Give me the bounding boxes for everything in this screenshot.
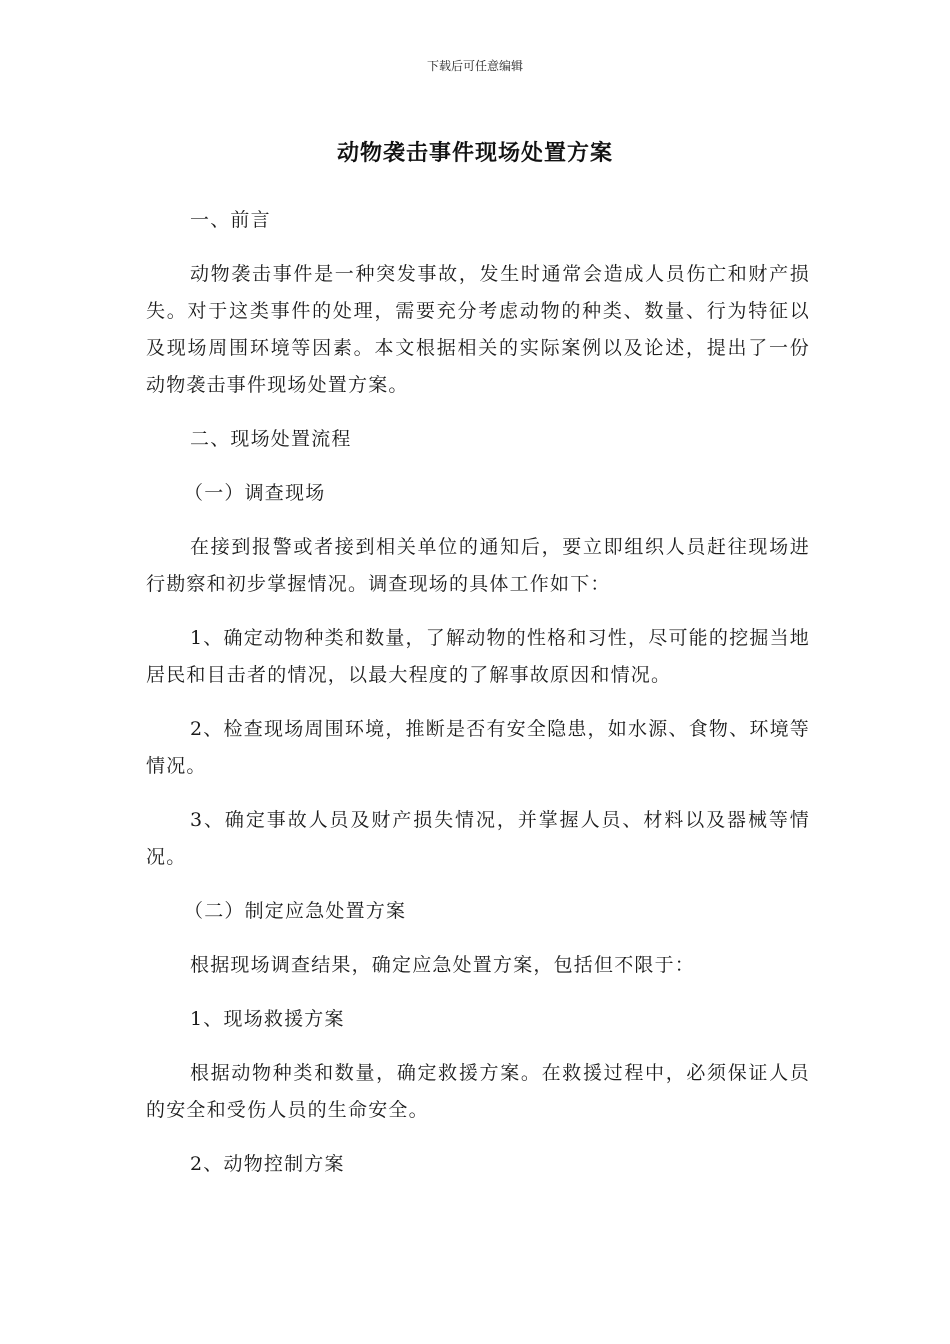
document-title: 动物袭击事件现场处置方案 — [336, 141, 613, 166]
subsection-heading-plan: （二）制定应急处置方案 — [184, 900, 407, 922]
paragraph-plan: 根据现场调查结果，确定应急处置方案，包括但不限于： — [190, 954, 696, 976]
list-item-3: 3、确定事故人员及财产损失情况，并掌握人员、材料以及器械等情况。 — [146, 809, 810, 868]
section-heading-procedure: 二、现场处置流程 — [190, 428, 352, 450]
plan-item-animal-control: 2、动物控制方案 — [190, 1153, 345, 1175]
subsection-heading-investigate: （一）调查现场 — [184, 482, 326, 504]
section-heading-preface: 一、前言 — [190, 209, 271, 231]
document-body — [146, 202, 810, 1200]
header-note: 下载后可任意编辑 — [426, 59, 523, 73]
list-item-2: 2、检查现场周围环境，推断是否有安全隐患，如水源、食物、环境等情况。 — [146, 718, 810, 777]
list-item-1: 1、确定动物种类和数量，了解动物的性格和习性，尽可能的挖掘当地居民和目击者的情况，以最大程度的了解事故原因和情况。 — [146, 627, 810, 686]
plan-item-rescue: 1、现场救援方案 — [190, 1008, 345, 1030]
paragraph-rescue: 根据动物种类和数量，确定救援方案。在救援过程中，必须保证人员的安全和受伤人员的生命安全。 — [146, 1062, 810, 1121]
paragraph-investigate: 在接到报警或者接到相关单位的通知后，要立即组织人员赶往现场进行勘察和初步掌握情况。调查现场的具体工作如下： — [146, 536, 810, 595]
paragraph-intro: 动物袭击事件是一种突发事故，发生时通常会造成人员伤亡和财产损失。对于这类事件的处理，需要充分考虑动物的种类、数量、行为特征以及现场周围环境等因素。本文根据相关的实际案例以及论述，提出了一份动物袭击事件现场处置方案。 — [146, 263, 810, 396]
